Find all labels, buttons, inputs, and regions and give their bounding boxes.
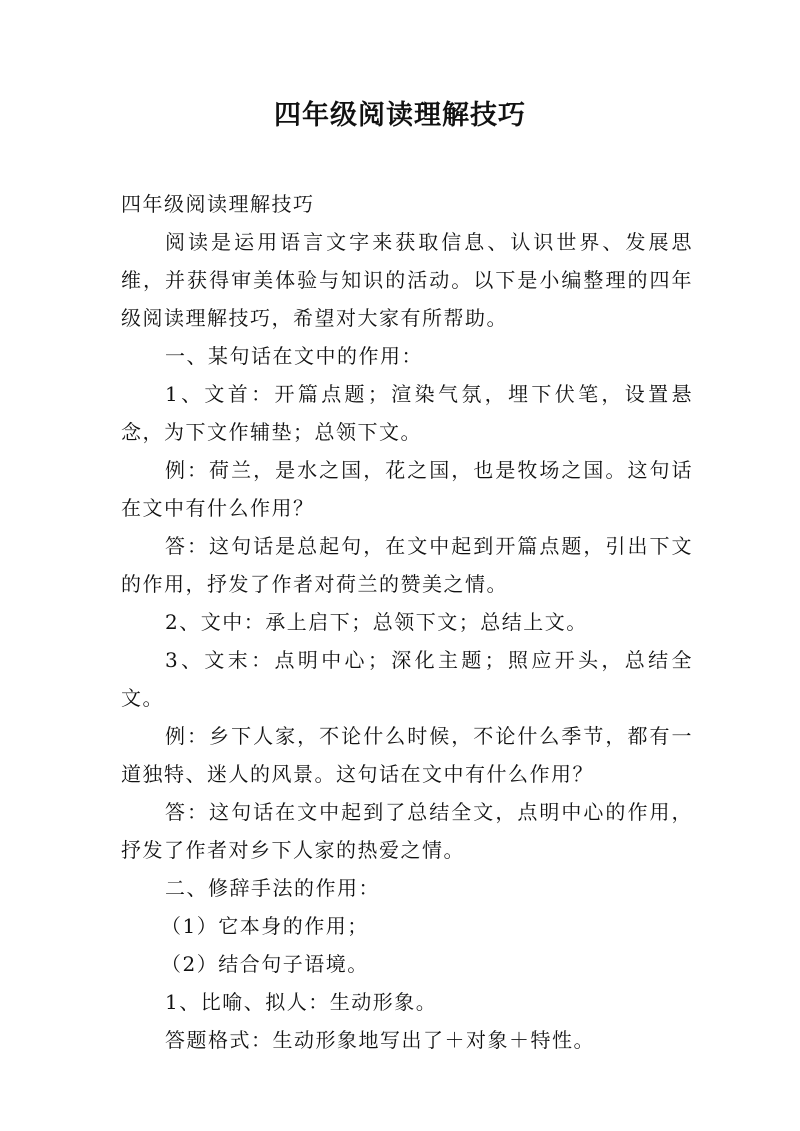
metaphor-personification-paragraph: 1、比喻、拟人：生动形象。 bbox=[165, 990, 438, 1014]
example-paragraph: 例：乡下人家，不论什么时候，不论什么季节，都有一道独特、迷人的风景。这句话在文中有什么作用？ bbox=[121, 724, 693, 786]
point-ending-paragraph: 3、文末：点明中心；深化主题；照应开头，总结全文。 bbox=[121, 648, 693, 710]
answer-format-paragraph: 答题格式：生动形象地写出了＋对象＋特性。 bbox=[165, 1028, 595, 1052]
answer-paragraph: 答：这句话在文中起到了总结全文，点明中心的作用，抒发了作者对乡下人家的热爱之情。 bbox=[121, 800, 693, 862]
answer-paragraph: 答：这句话是总起句，在文中起到开篇点题，引出下文的作用，抒发了作者对荷兰的赞美之情。 bbox=[121, 534, 693, 596]
subtitle-paragraph: 四年级阅读理解技巧 bbox=[121, 192, 315, 216]
rhetoric-point-1: （1）它本身的作用； bbox=[161, 914, 369, 938]
point-middle-paragraph: 2、文中：承上启下；总领下文；总结上文。 bbox=[165, 610, 588, 634]
example-paragraph: 例：荷兰，是水之国，花之国，也是牧场之国。这句话在文中有什么作用？ bbox=[121, 458, 693, 520]
document-body bbox=[121, 185, 693, 1059]
document-title: 四年级阅读理解技巧 bbox=[274, 100, 526, 131]
intro-paragraph: 阅读是运用语言文字来获取信息、认识世界、发展思维，并获得审美体验与知识的活动。以下是小编整理的四年级阅读理解技巧，希望对大家有所帮助。 bbox=[121, 230, 693, 330]
section-heading-rhetoric: 二、修辞手法的作用： bbox=[165, 876, 380, 900]
section-heading-sentence-role: 一、某句话在文中的作用： bbox=[165, 344, 423, 368]
rhetoric-point-2: （2）结合句子语境。 bbox=[161, 952, 369, 976]
point-opening-paragraph: 1、文首：开篇点题；渲染气氛，埋下伏笔，设置悬念，为下文作辅垫；总领下文。 bbox=[121, 382, 693, 444]
